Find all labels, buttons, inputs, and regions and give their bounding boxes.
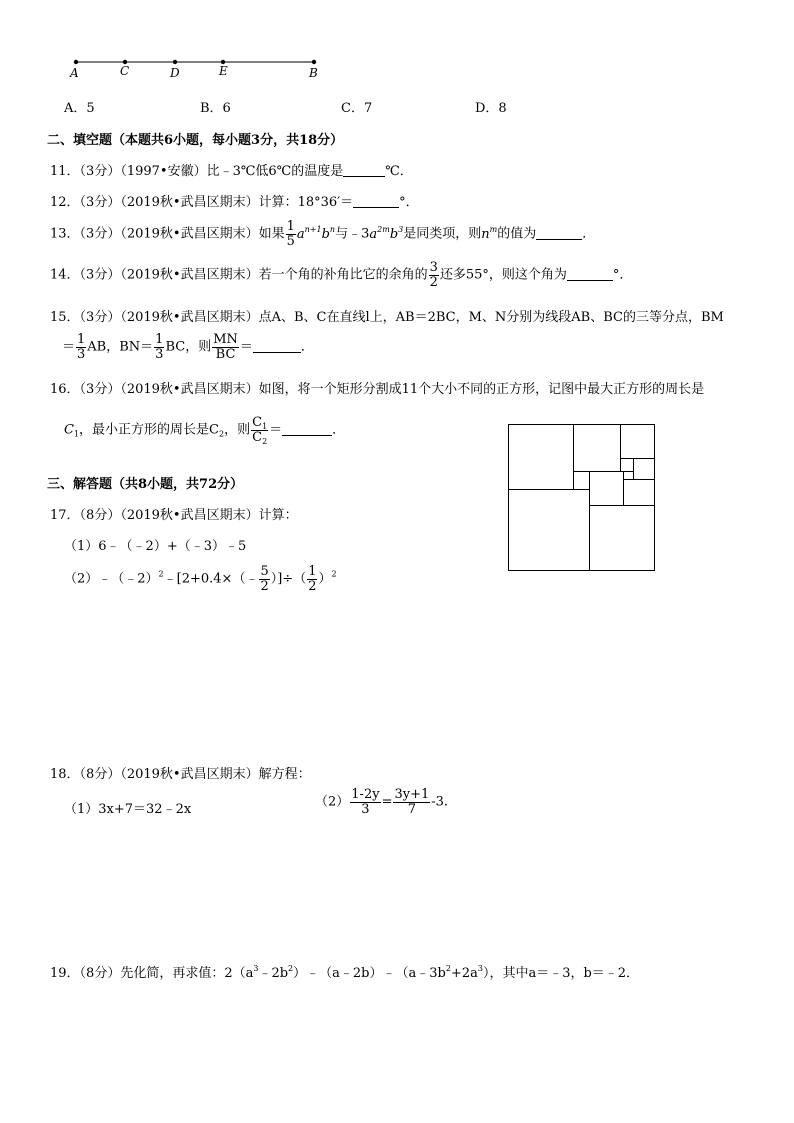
square-bottom-right	[590, 506, 655, 571]
section-3-heading: 三、解答题（共8小题，共72分）	[47, 477, 244, 492]
q16-text: 如图，将一个矩形分割成11个大小不同的正方形，记图中最大正方形的周长是	[258, 382, 705, 397]
q15-meta: （3分）（2019秋•武昌区期末）	[79, 310, 259, 325]
question-16-line-2	[64, 416, 345, 444]
outer-rectangle	[509, 425, 655, 571]
q19-text: 先化简，再求值：2（a	[120, 966, 254, 981]
q18-part-2	[315, 788, 448, 816]
square-right-mid	[624, 480, 655, 506]
question-18	[50, 763, 311, 782]
label-d: D	[170, 66, 180, 80]
label-e: E	[219, 64, 228, 78]
q14-text-a: 若一个角的补角比它的余角的	[258, 267, 428, 283]
segment-figure	[62, 54, 332, 82]
q14-answer-blank[interactable]	[567, 268, 613, 281]
question-15-line-2	[62, 333, 314, 361]
question-16-line-1	[50, 378, 704, 397]
q13-meta: （3分）（2019秋•武昌区期末）	[79, 226, 259, 242]
option-d: D．8	[475, 101, 507, 116]
q13-tail: ．	[582, 226, 596, 242]
q18-f2-num: 3y+1	[394, 787, 430, 802]
square-bottom-left	[509, 490, 590, 571]
q14-frac-den: 2	[429, 274, 438, 290]
q16-frac-num: $C_1$	[252, 415, 268, 431]
q12-number: 12．	[50, 195, 80, 210]
q18-fraction-1	[350, 788, 380, 816]
q15-f3-num: MN	[213, 332, 238, 347]
q18-text: 解方程：	[258, 767, 311, 782]
q17-f2-den: 2	[308, 578, 317, 594]
q18-part-1: （1）3x+7＝32﹣2x	[64, 802, 192, 817]
square-middle-left	[574, 472, 590, 490]
q15-f2-num: 1	[155, 332, 164, 347]
q18-p2-label: （2）	[315, 794, 350, 810]
q15-fraction-3	[212, 333, 239, 361]
squares-figure	[506, 422, 658, 572]
q15-tail: ．	[300, 339, 314, 355]
q11-text: 比﹣3℃低6℃的温度是	[206, 164, 344, 179]
q17-text: 计算：	[258, 508, 298, 523]
q19-meta: （8分）	[79, 966, 121, 981]
point-a	[74, 60, 78, 64]
q11-meta: （3分）（1997•安徽）	[79, 164, 207, 179]
q14-number: 14．	[50, 267, 80, 283]
q18-f1-num: 1-2y	[351, 787, 380, 802]
q11-answer-blank[interactable]	[343, 164, 385, 177]
question-11	[50, 160, 413, 179]
option-a: A．5	[64, 101, 95, 116]
q16-frac-den: $C_2$	[252, 429, 268, 446]
question-14	[50, 261, 632, 289]
q15-number: 15．	[50, 310, 80, 325]
q12-unit: °．	[399, 195, 419, 210]
label-b: B	[309, 66, 318, 80]
q15-p2: BC，则	[165, 339, 212, 355]
q17-p2a: （2）﹣（﹣2）	[64, 571, 159, 587]
q18-tail: -3.	[431, 794, 449, 810]
q13-answer-blank[interactable]	[536, 227, 582, 240]
q15-answer-blank[interactable]	[253, 340, 301, 353]
q15-eq: ＝	[62, 339, 76, 355]
q16-tail: ．	[332, 422, 346, 438]
q16-number: 16．	[50, 382, 80, 397]
q14-fraction	[429, 261, 439, 289]
q15-f1-num: 1	[77, 332, 86, 347]
q15-p1: AB，BN＝	[87, 339, 154, 355]
q14-text-b: 还多55°，则这个角为	[439, 267, 567, 283]
q17-part-2	[64, 565, 337, 593]
q17-part-1: （1）6﹣（﹣2）+（﹣3）﹣5	[64, 539, 247, 554]
q18-number: 18．	[50, 767, 80, 782]
square-small	[621, 459, 634, 472]
option-b: B．6	[200, 101, 231, 116]
q17-fraction-1	[259, 565, 269, 593]
q13-mid: 与﹣3	[335, 226, 370, 242]
q13-fraction	[286, 220, 296, 248]
q16-c2-sub: 2	[219, 429, 225, 439]
q15-f2-den: 3	[155, 346, 164, 362]
section-2-heading: 二、填空题（本题共6小题，每小题3分，共18分）	[47, 133, 344, 148]
q13-post: 是同类项，则	[403, 226, 482, 242]
q15-f3-den: BC	[215, 346, 236, 362]
q13-expression: $n^m$	[481, 224, 498, 242]
q15-fraction-1	[76, 333, 86, 361]
square-center	[590, 472, 624, 506]
q19-number: 19．	[50, 966, 80, 981]
q13-end: 的值为	[497, 226, 537, 242]
q17-number: 17．	[50, 508, 80, 523]
q11-unit: ℃．	[385, 164, 413, 179]
square-top-right	[621, 425, 655, 459]
q17-exp-2: 2	[331, 569, 337, 579]
q17-meta: （8分）（2019秋•武昌区期末）	[79, 508, 259, 523]
point-b	[312, 60, 316, 64]
option-c: C．7	[341, 101, 373, 116]
q16-eq: ＝	[269, 422, 283, 438]
q17-p2d: ）	[318, 571, 332, 587]
question-12	[50, 191, 419, 210]
label-c: C	[120, 64, 130, 78]
label-a: A	[70, 66, 79, 80]
q11-number: 11．	[50, 164, 80, 179]
q12-text: 计算：18°36′＝	[258, 195, 354, 210]
q17-p2c: ）]÷（	[270, 571, 307, 587]
q15-f1-den: 3	[77, 346, 86, 362]
q17-exp: 2	[158, 569, 164, 579]
q18-f1-den: 3	[361, 801, 370, 817]
q16-mid: ，最小正方形的周长是C	[79, 422, 219, 438]
q15-p3: ＝	[239, 339, 253, 355]
q18-meta: （8分）（2019秋•武昌区期末）	[79, 767, 259, 782]
q18-eq: =	[381, 794, 393, 810]
q16-answer-blank[interactable]	[282, 423, 332, 436]
q16-c1: C	[64, 422, 74, 438]
q15-text: 点A、B、C在直线l上，AB＝2BC，M、N分别为线段AB、BC的三等分点，BM	[258, 310, 724, 325]
square-right-upper	[634, 459, 655, 480]
q13-number: 13．	[50, 226, 80, 242]
q12-answer-blank[interactable]	[353, 195, 399, 208]
q17-f2-num: 1	[308, 564, 317, 579]
q14-meta: （3分）（2019秋•武昌区期末）	[79, 267, 259, 283]
square-left-top	[509, 425, 574, 490]
q16-fraction	[251, 416, 268, 444]
square-smallest	[624, 472, 634, 480]
square-top-middle	[574, 425, 621, 472]
q14-frac-num: 3	[429, 260, 438, 275]
q16-then: ，则	[224, 422, 251, 438]
q13-pre: 如果	[258, 226, 285, 242]
q13-frac-num: 1	[286, 219, 295, 234]
question-19: 19．（8分）先化简，再求值：$2(a^3﹣2b^2)﹣(a﹣2b)﹣(a﹣3b^2+2a^3)$，其中a＝﹣3，b＝﹣2．	[50, 964, 640, 981]
q14-text-c: °．	[612, 267, 633, 283]
q17-p2b: ﹣[2+0.4×（﹣	[163, 571, 259, 587]
question-17	[50, 504, 298, 523]
question-13	[50, 220, 595, 248]
point-d	[173, 60, 177, 64]
q17-f1-den: 2	[260, 578, 269, 594]
q18-fraction-2	[393, 788, 430, 816]
q15-fraction-2	[154, 333, 164, 361]
q12-meta: （3分）（2019秋•武昌区期末）	[79, 195, 259, 210]
q16-meta: （3分）（2019秋•武昌区期末）	[79, 382, 259, 397]
q13-term-1: $a^{n+1}b^n$	[296, 224, 336, 242]
question-15-line-1	[50, 306, 724, 325]
q17-fraction-2	[307, 565, 317, 593]
q13-frac-den: 5	[286, 233, 295, 249]
q13-term-2: $a^{2m}b^3$	[369, 224, 404, 242]
q18-f2-den: 7	[407, 801, 416, 817]
q17-f1-num: 5	[260, 564, 269, 579]
q16-c1-sub: 1	[73, 429, 80, 439]
